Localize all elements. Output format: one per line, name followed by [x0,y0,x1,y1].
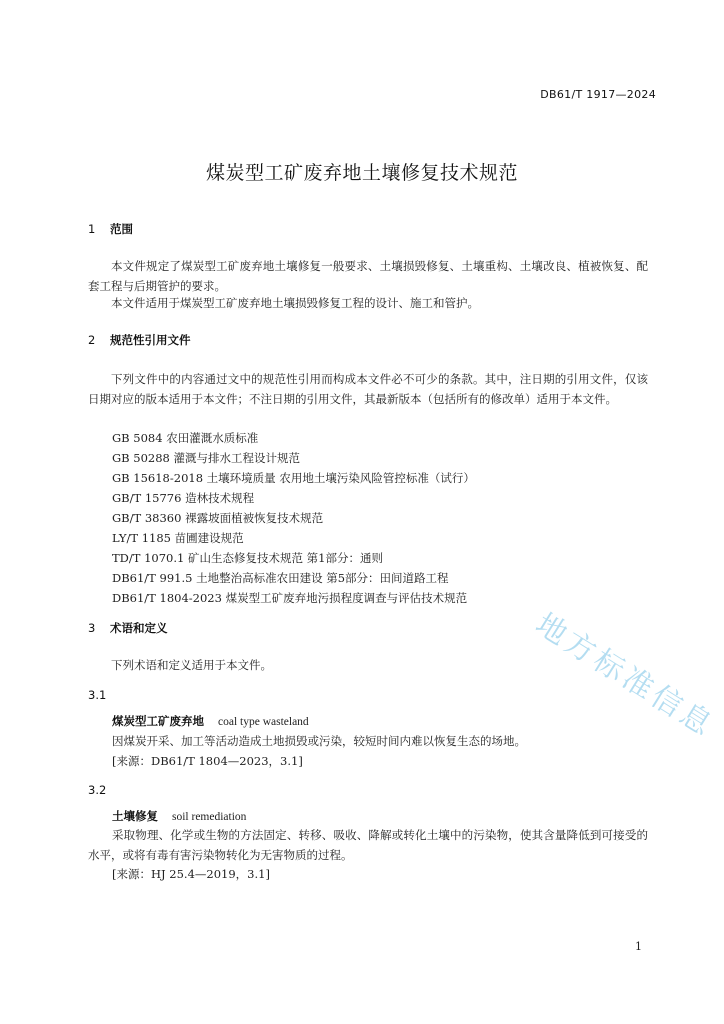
reference-item: DB61/T 991.5 土地整治高标准农田建设 第5部分：田间道路工程 [112,571,449,585]
section-2-paragraph-1: 下列文件中的内容通过文中的规范性引用而构成本文件必不可少的条款。其中，注日期的引用文件，仅该日期对应的版本适用于本文件；不注日期的引用文件，其最新版本（包括所有的修改单）适用于本文件。 [88,372,648,406]
section-2-title: 规范性引用文件 [110,333,191,347]
section-2-number: 2 [88,333,96,347]
term-number: 3.1 [88,688,107,702]
term-heading [112,808,246,824]
reference-item: GB 15618-2018 土壤环境质量 农用地土壤污染风险管控标准（试行） [112,471,475,485]
term-definition: 采取物理、化学或生物的方法固定、转移、吸收、降解或转化土壤中的污染物，使其含量降低到可接受的水平，或将有毒有害污染物转化为无害物质的过程。 [88,828,648,862]
term-definition: 因煤炭开采、加工等活动造成土地损毁或污染，较短时间内难以恢复生态的场地。 [112,734,526,748]
term-name-cn: 土壤修复 [112,809,158,823]
reference-item: GB/T 38360 裸露坡面植被恢复技术规范 [112,511,324,525]
term-name-en: coal type wasteland [218,716,309,728]
section-1-paragraph-2: 本文件适用于煤炭型工矿废弃地土壤损毁修复工程的设计、施工和管护。 [111,296,479,310]
section-3-number: 3 [88,621,96,635]
reference-item: GB/T 15776 造林技术规程 [112,491,255,505]
section-1-heading [88,221,133,237]
section-2-heading [88,332,191,348]
reference-item: DB61/T 1804-2023 煤炭型工矿废弃地污损程度调查与评估技术规范 [112,591,468,605]
reference-item: LY/T 1185 苗圃建设规范 [112,531,244,545]
section-1-number: 1 [88,222,96,236]
term-name-cn: 煤炭型工矿废弃地 [112,714,204,728]
document-code: DB61/T 1917—2024 [540,88,656,101]
reference-item: GB 50288 灌溉与排水工程设计规范 [112,451,301,465]
reference-item: TD/T 1070.1 矿山生态修复技术规范 第1部分：通则 [112,551,383,565]
reference-item: GB 5084 农田灌溉水质标准 [112,431,259,445]
watermark-text: 地方标准信息 [529,606,721,745]
term-heading [112,713,309,729]
section-3-heading [88,620,168,636]
page-number: 1 [635,940,642,953]
section-1-paragraph-1: 本文件规定了煤炭型工矿废弃地土壤修复一般要求、土壤损毁修复、土壤重构、土壤改良、植被恢复、配套工程与后期管护的要求。 [88,259,648,293]
term-source: [来源：DB61/T 1804—2023，3.1] [112,754,303,768]
term-source: [来源：HJ 25.4—2019，3.1] [112,867,270,881]
section-1-title: 范围 [110,222,134,236]
term-name-en: soil remediation [172,811,247,823]
section-3-title: 术语和定义 [110,621,168,635]
page-title: 煤炭型工矿废弃地土壤修复技术规范 [205,162,518,184]
section-3-paragraph-1: 下列术语和定义适用于本文件。 [111,658,272,672]
term-number: 3.2 [88,783,107,797]
